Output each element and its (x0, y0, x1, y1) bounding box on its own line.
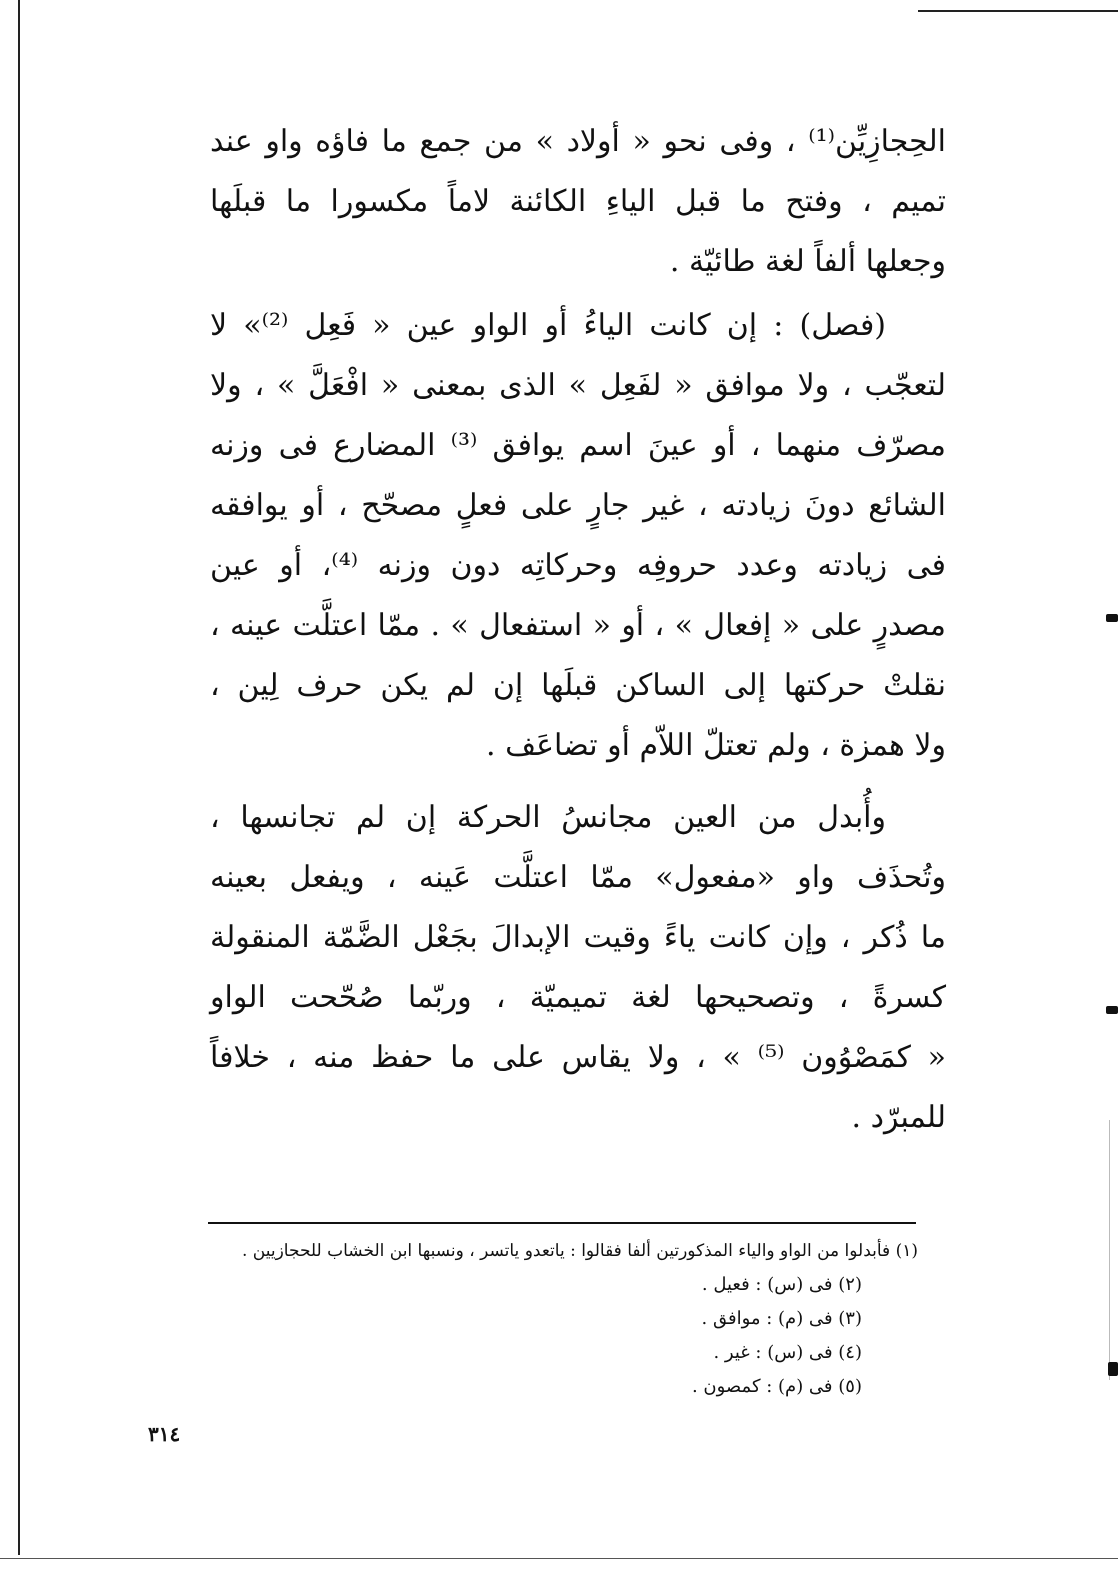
text-line: مصدرٍ على « إفعال » ، أو « استفعال » . ممّا اعتلَّت عينه ، (210, 608, 946, 643)
footnote: (٢) فى (س) : فعيل . (701, 1274, 862, 1295)
scan-speck (1106, 614, 1118, 622)
text-line: (فصل) : إن كانت الياءُ أو الواو عين « فَعِل ⁽²⁾» لا (210, 308, 886, 343)
scan-edge-right (1109, 1120, 1110, 1380)
scan-edge-top (918, 10, 1118, 12)
scan-speck (1108, 1362, 1118, 1376)
text-line: نقلتْ حركتها إلى الساكن قبلَها إن لم يكن حرف لِين ، (210, 668, 946, 703)
main-text-block (210, 112, 946, 1148)
text-line: الحِجازِيِّن⁽¹⁾ ، وفى نحو « أولاد » من جمع ما فاؤه واو عند (210, 124, 946, 159)
text-line: تميم ، وفتح ما قبل الياءِ الكائنة لاماً مكسورا ما قبلَها (210, 184, 946, 219)
text-line: مصرّف منهما ، أو عينَ اسم يوافق ⁽³⁾ المضارع فى وزنه (210, 428, 946, 463)
scan-edge-left (18, 0, 20, 1555)
footnote: (٥) فى (م) : كمصون . (691, 1376, 862, 1397)
text-line: فى زيادته وعدد حروفِه وحركاتِه دون وزنه ⁽⁴⁾، أو عين (210, 548, 946, 583)
text-line: وأُبدل من العين مجانسُ الحركة إن لم تجانسها ، (210, 800, 886, 835)
text-line: للمبرّد . (851, 1100, 946, 1135)
text-line: كسرةً ، وتصحيحها لغة تميميّة ، وربّما صُحّحت الواو (210, 980, 946, 1015)
footnote: (١) فأبدلوا من الواو والياء المذكورتين ألفا فقالوا : ياتعدو ياتسر ، ونسبها ابن الخشاب للحجازيين . (241, 1241, 918, 1261)
text-line: ما ذُكر ، وإن كانت ياءً وقيت الإبدالَ بجَعْل الضَّمّة المنقولة (210, 920, 946, 955)
page-number: ٣١٤ (148, 1422, 181, 1446)
text-line: وجعلها ألفاً لغة طائيّة . (669, 244, 946, 279)
text-line: ولا همزة ، ولم تعتلّ اللاّم أو تضاعَف . (486, 728, 946, 763)
text-line: الشائع دونَ زيادته ، غير جارٍ على فعلٍ مصحّح ، أو يوافقه (210, 488, 946, 523)
scan-speck (1106, 1006, 1118, 1014)
footnote: (٤) فى (س) : غير . (713, 1342, 862, 1363)
footnote: (٣) فى (م) : موافق . (701, 1308, 862, 1329)
scan-edge-bottom (0, 1558, 1118, 1559)
text-line: لتعجّب ، ولا موافق « لفَعِل » الذى بمعنى « افْعَلَّ » ، ولا (210, 368, 946, 403)
text-line: « كمَصْوُون ⁽⁵⁾ » ، ولا يقاس على ما حفظ منه ، خلافاً (210, 1040, 946, 1075)
footnote-separator (208, 1222, 916, 1224)
footnotes (162, 1234, 918, 1404)
text-line: وتُحذَف واو «مفعول» ممّا اعتلَّت عَينه ، ويفعل بعينه (210, 860, 946, 895)
